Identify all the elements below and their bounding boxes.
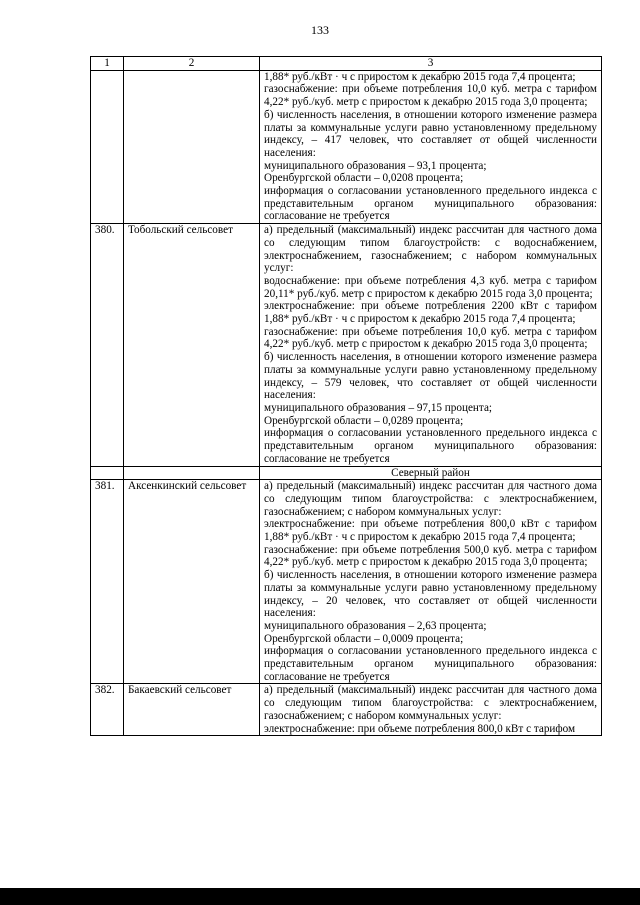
content-paragraph: водоснабжение: при объеме потребления 4,3 куб. метра с тарифом 20,11* руб./куб. метр с приростом к декабрю 2015 года 3,0 процента; xyxy=(264,274,597,300)
content-paragraph: а) предельный (максимальный) индекс рассчитан для частного дома со следующим типом благоустройства: с электроснабжением, газоснабжением; с набором коммунальных услуг: xyxy=(264,684,597,722)
table-row-continuation xyxy=(91,70,602,223)
content-paragraph: муниципального образования – 93,1 процента; xyxy=(264,159,487,172)
region-blank-cell xyxy=(91,466,124,480)
content-paragraph: 1,88* руб./кВт · ч с приростом к декабрю 2015 года 7,4 процента; xyxy=(264,70,576,83)
page-number: 133 xyxy=(311,23,329,37)
content-paragraph: Оренбургской области – 0,0009 процента; xyxy=(264,632,464,645)
row-number-cell: 380. xyxy=(91,224,124,466)
column-header-2: 2 xyxy=(124,57,260,71)
content-paragraph: а) предельный (максимальный) индекс рассчитан для частного дома со следующим типом благоустройства: с электроснабжением, газоснабжением; с набором коммунальных услуг: xyxy=(264,480,597,518)
content-paragraph: Оренбургской области – 0,0289 процента; xyxy=(264,414,464,427)
region-heading: Северный район xyxy=(260,466,602,480)
content-paragraph: б) численность населения, в отношении которого изменение размера платы за коммунальные услуги равно установленному предельному индексу, – 579 человек, что составляет от общей численности населения: xyxy=(264,351,597,402)
row-name-cell xyxy=(124,70,260,223)
content-paragraph: газоснабжение: при объеме потребления 10,0 куб. метра с тарифом 4,22* руб./куб. метр с приростом к декабрю 2015 года 3,0 процента; xyxy=(264,325,597,351)
content-paragraph: газоснабжение: при объеме потребления 10,0 куб. метра с тарифом 4,22* руб./куб. метр с приростом к декабрю 2015 года 3,0 процента; xyxy=(264,83,597,109)
region-blank-cell xyxy=(124,466,260,480)
row-name-cell: Тобольский сельсовет xyxy=(124,224,260,466)
content-paragraph: электроснабжение: при объеме потребления 800,0 кВт с тарифом 1,88* руб./кВт · ч с приростом к декабрю 2015 года 7,4 процента; xyxy=(264,518,597,544)
row-content-cell xyxy=(260,480,602,684)
column-header-3: 3 xyxy=(260,57,602,71)
content-paragraph: б) численность населения, в отношении которого изменение размера платы за коммунальные услуги равно установленному предельному индексу, – 417 человек, что составляет от общей численности населения: xyxy=(264,108,597,159)
row-name-cell: Бакаевский сельсовет xyxy=(124,684,260,736)
table-header-row xyxy=(91,57,602,71)
row-number-cell: 381. xyxy=(91,480,124,684)
content-paragraph: а) предельный (максимальный) индекс рассчитан для частного дома со следующим типом благоустройств: с водоснабжением, электроснабжением, газоснабжением; с набором коммунальных услуг: xyxy=(264,224,597,275)
row-number-cell: 382. xyxy=(91,684,124,736)
content-paragraph: информация о согласовании установленного предельного индекса с представительным органом муниципального образования: согласование не требуется xyxy=(264,645,597,683)
municipal-index-table xyxy=(90,56,602,736)
scan-bottom-border xyxy=(0,888,640,905)
table-row-382 xyxy=(91,684,602,736)
content-paragraph: Оренбургской области – 0,0208 процента; xyxy=(264,172,464,185)
content-paragraph: информация о согласовании установленного предельного индекса с представительным органом муниципального образования: согласование не требуется xyxy=(264,185,597,223)
content-paragraph: муниципального образования – 2,63 процента; xyxy=(264,619,487,632)
column-header-1: 1 xyxy=(91,57,124,71)
content-paragraph: электроснабжение: при объеме потребления 800,0 кВт с тарифом xyxy=(264,722,576,735)
content-paragraph: б) численность населения, в отношении которого изменение размера платы за коммунальные услуги равно установленному предельному индексу, – 20 человек, что составляет от общей численности населения: xyxy=(264,569,597,620)
content-paragraph: газоснабжение: при объеме потребления 500,0 куб. метра с тарифом 4,22* руб./куб. метр с приростом к декабрю 2015 года 3,0 процента; xyxy=(264,543,597,569)
row-content-cell xyxy=(260,70,602,223)
content-paragraph: информация о согласовании установленного предельного индекса с представительным органом муниципального образования: согласование не требуется xyxy=(264,427,597,465)
row-number-cell xyxy=(91,70,124,223)
table-row-380 xyxy=(91,224,602,466)
content-paragraph: электроснабжение: при объеме потребления 2200 кВт с тарифом 1,88* руб./кВт · ч с приростом к декабрю 2015 года 7,4 процента; xyxy=(264,300,597,326)
row-content-cell xyxy=(260,684,602,736)
table-row-381 xyxy=(91,480,602,684)
row-content-cell xyxy=(260,224,602,466)
row-name-cell: Аксенкинский сельсовет xyxy=(124,480,260,684)
content-paragraph: муниципального образования – 97,15 процента; xyxy=(264,401,493,414)
region-row xyxy=(91,466,602,480)
